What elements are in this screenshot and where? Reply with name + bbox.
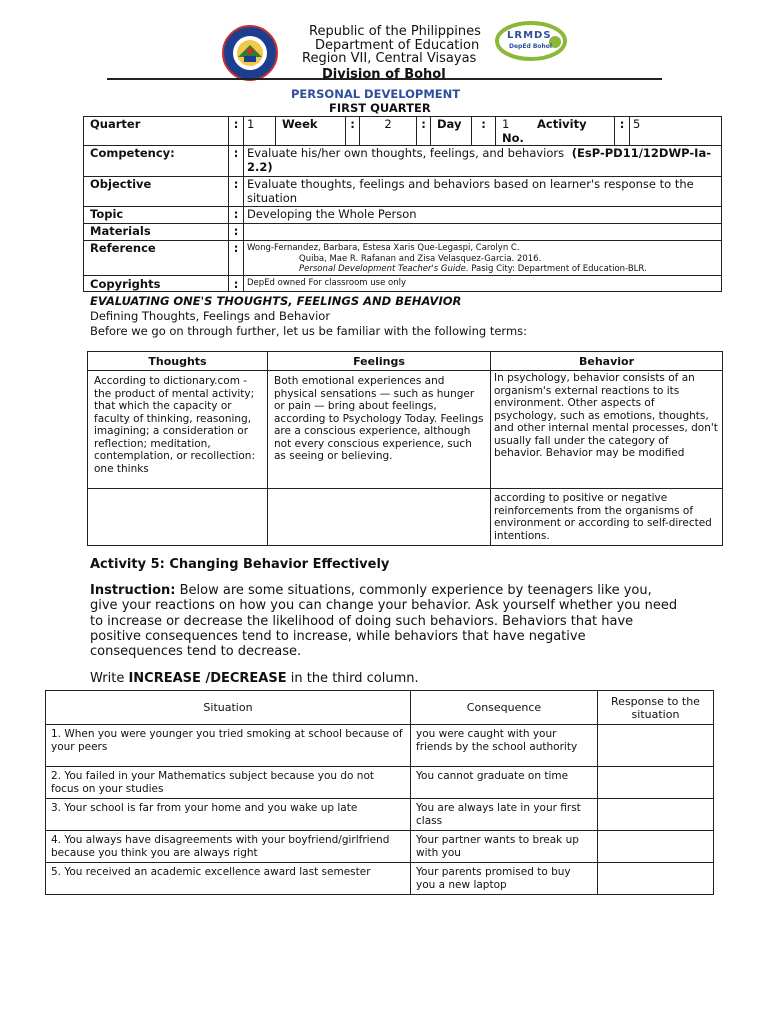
colon: :	[229, 177, 244, 207]
competency-value: Evaluate his/her own thoughts, feelings, and behaviors (EsP-PD11/12DWP-Ia-2.2)	[244, 146, 722, 177]
reference-label: Reference	[84, 241, 229, 276]
header-rule	[107, 78, 662, 80]
situation-header: Situation	[46, 691, 411, 725]
consequence-cell: You are always late in your first class	[411, 799, 598, 831]
quarter-title: FIRST QUARTER	[329, 101, 431, 115]
objective-value: Evaluate thoughts, feelings and behaviors based on learner's response to the situation	[244, 177, 722, 207]
week-value: 2	[360, 117, 417, 146]
behavior-definition: In psychology, behavior consists of an organism's external reactions to its environment. Other aspects of psychology, such as emotions, thoughts, and other internal mental processes, don't usually fall under the category of behavior. Behavior may be modified	[491, 371, 723, 489]
header-division: Division of Bohol	[322, 67, 446, 82]
terms-header-thoughts: Thoughts	[88, 352, 268, 371]
competency-label: Competency:	[84, 146, 229, 177]
situation-cell: 1. When you were younger you tried smoking at school because of your peers	[46, 725, 411, 767]
response-cell[interactable]	[598, 767, 714, 799]
consequence-header: Consequence	[411, 691, 598, 725]
terms-header-feelings: Feelings	[268, 352, 491, 371]
copyrights-value: DepEd owned For classroom use only	[244, 275, 722, 291]
colon: :	[472, 117, 496, 146]
header-country: Republic of the Philippines	[309, 24, 481, 39]
feelings-empty-cell	[268, 489, 491, 546]
consequence-cell: Your partner wants to break up with you	[411, 831, 598, 863]
quarter-label: Quarter	[84, 117, 229, 146]
materials-value	[244, 224, 722, 241]
deped-seal-logo	[222, 25, 278, 81]
subject-title: PERSONAL DEVELOPMENT	[291, 87, 461, 101]
activity-write-note: Write INCREASE /DECREASE in the third column.	[90, 671, 419, 686]
response-header: Response to the situation	[598, 691, 714, 725]
response-cell[interactable]	[598, 863, 714, 895]
header-department: Department of Education	[315, 38, 480, 53]
copyrights-label: Copyrights	[84, 275, 229, 291]
intro-heading: EVALUATING ONE'S THOUGHTS, FEELINGS AND BEHAVIOR	[90, 294, 462, 308]
reference-value: Wong-Fernandez, Barbara, Estesa Xaris Que-Legaspi, Carolyn C. Quiba, Mae R. Rafanan and Zisa Velasquez-Garcia. 2016. Personal Development Teacher's Guide. Pasig City: Department of Education-BLR.	[244, 241, 722, 276]
day-label: Day	[431, 117, 472, 146]
situations-table	[45, 690, 714, 895]
colon: :	[417, 117, 431, 146]
activity-title: Activity 5: Changing Behavior Effectively	[90, 557, 390, 572]
thoughts-empty-cell	[88, 489, 268, 546]
colon: :	[229, 224, 244, 241]
lesson-info-table	[83, 116, 722, 292]
response-cell[interactable]	[598, 725, 714, 767]
situation-cell: 4. You always have disagreements with your boyfriend/girlfriend because you think you are always right	[46, 831, 411, 863]
colon: :	[229, 207, 244, 224]
colon: :	[229, 241, 244, 276]
topic-value: Developing the Whole Person	[244, 207, 722, 224]
response-cell[interactable]	[598, 799, 714, 831]
lrmds-logo: LRMDS DepEd Bohol	[495, 21, 567, 61]
terms-header-behavior: Behavior	[491, 352, 723, 371]
topic-label: Topic	[84, 207, 229, 224]
thoughts-definition: According to dictionary.com - the product of mental activity; that which the capacity or faculty of thinking, reasoning, imagining; a consideration or reflection; meditation, contemplation, or recollection: one thinks	[88, 371, 268, 489]
header-region: Region VII, Central Visayas	[302, 51, 477, 66]
activity-label: Activity No.	[502, 117, 587, 145]
objective-label: Objective	[84, 177, 229, 207]
colon: :	[229, 275, 244, 291]
situation-cell: 2. You failed in your Mathematics subject because you do not focus on your studies	[46, 767, 411, 799]
materials-label: Materials	[84, 224, 229, 241]
behavior-definition-continued: according to positive or negative reinforcements from the organisms of environment or according to self-directed intentions.	[491, 489, 723, 546]
colon: :	[229, 146, 244, 177]
situation-cell: 5. You received an academic excellence award last semester	[46, 863, 411, 895]
feelings-definition: Both emotional experiences and physical sensations — such as hunger or pain — bring about feelings, according to Psychology Today. Feelings are a conscious experience, although not every conscious experience, such as seeing or believing.	[268, 371, 491, 489]
activity-instruction: Instruction: Below are some situations, commonly experience by teenagers like you, give your reactions on how you can change your behavior. Ask yourself whether you need to increase or decrease the likelihood of doing such behaviors. Behaviors that have positive consequences tend to increase, while behaviors that have negative consequences tend to decrease.	[90, 583, 678, 660]
situation-cell: 3. Your school is far from your home and you wake up late	[46, 799, 411, 831]
intro-lead: Before we go on through further, let us be familiar with the following terms:	[90, 324, 528, 338]
day-value: 1 Activity No.	[496, 117, 615, 146]
intro-subheading: Defining Thoughts, Feelings and Behavior	[90, 309, 331, 323]
consequence-cell: Your parents promised to buy you a new laptop	[411, 863, 598, 895]
week-label: Week	[276, 117, 346, 146]
consequence-cell: you were caught with your friends by the school authority	[411, 725, 598, 767]
colon: :	[346, 117, 360, 146]
consequence-cell: You cannot graduate on time	[411, 767, 598, 799]
colon: :	[615, 117, 630, 146]
terms-table	[87, 351, 723, 546]
quarter-value: 1	[244, 117, 276, 146]
activity-value: 5	[630, 117, 722, 146]
colon: :	[229, 117, 244, 146]
response-cell[interactable]	[598, 831, 714, 863]
